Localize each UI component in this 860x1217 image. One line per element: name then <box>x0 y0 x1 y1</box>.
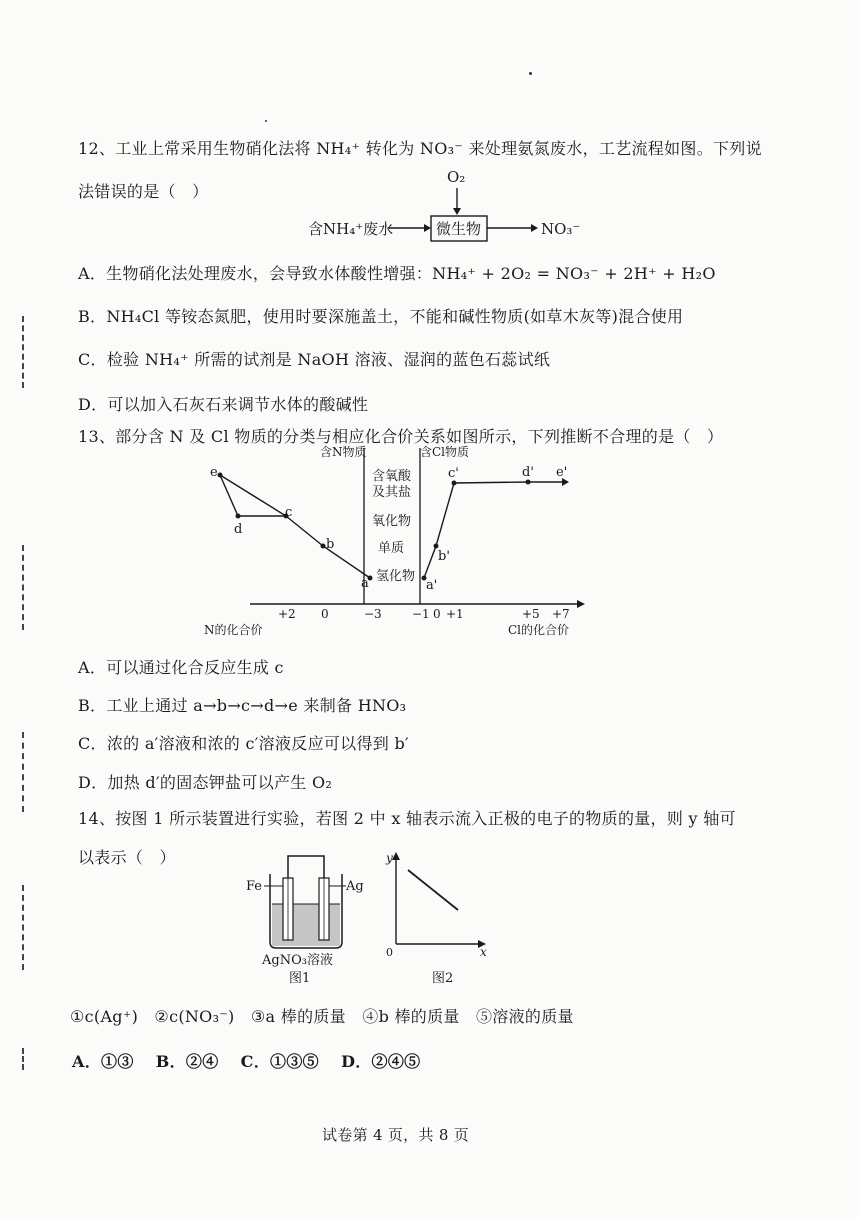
q13-valence-diagram <box>200 440 600 640</box>
q14-items: ①c(Ag⁺) ②c(NO₃⁻) ③a 棒的质量 ④b 棒的质量 ⑤溶液的质量 <box>70 1007 574 1026</box>
category-oxide: 氧化物 <box>372 514 412 529</box>
point-c: c <box>285 505 293 520</box>
flow-output-label: NO₃⁻ <box>541 220 580 238</box>
solution-label: AgNO₃溶液 <box>262 953 333 968</box>
q12-option-c: C．检验 NH₄⁺ 所需的试剂是 NaOH 溶液、湿润的蓝色石蕊试纸 <box>78 350 551 369</box>
point-b: b <box>326 537 335 552</box>
category-hydride: 氢化物 <box>376 569 416 584</box>
q12-option-d: D．可以加入石灰石来调节水体的酸碱性 <box>78 395 369 414</box>
cl-header: 含Cl物质 <box>420 445 470 459</box>
q12-stem-line2: 法错误的是（ ） <box>78 182 209 201</box>
page-footer: 试卷第 4 页，共 8 页 <box>322 1126 470 1144</box>
n-header: 含N物质 <box>320 445 367 459</box>
q14-figure-2-graph <box>382 848 492 988</box>
point-e-prime: e' <box>556 465 568 480</box>
decreasing-line <box>408 870 458 910</box>
ag-label: Ag <box>346 879 364 894</box>
category-oxoacid: 含氧酸 <box>372 469 412 484</box>
q13-option-b: B．工业上通过 a→b→c→d→e 来制备 HNO₃ <box>78 696 407 715</box>
x-axis-label: x <box>480 945 487 959</box>
q13-option-a: A．可以通过化合反应生成 c <box>78 658 284 677</box>
flow-box-label: 微生物 <box>436 220 482 238</box>
q14-stem-line2: 以表示（ ） <box>78 848 176 867</box>
n-axis-label: N的化合价 <box>204 623 263 637</box>
point-e: e <box>210 465 218 480</box>
point-d: d <box>234 522 243 537</box>
category-element: 单质 <box>378 541 405 556</box>
q13-option-c: C．浓的 a′溶液和浓的 c′溶液反应可以得到 b′ <box>78 734 409 753</box>
category-oxoacid-salt: 及其盐 <box>372 485 412 500</box>
q14-figure-1-cell <box>240 848 370 988</box>
q12-option-a: A．生物硝化法处理废水，会导致水体酸性增强：NH₄⁺ + 2O₂ = NO₃⁻ + 2H⁺ + H₂O <box>78 264 716 283</box>
fe-label: Fe <box>246 879 263 894</box>
q14-options: A．①③ B．②④ C．①③⑤ D．②④⑤ <box>72 1052 421 1071</box>
fig1-caption: 图1 <box>289 971 311 986</box>
q12-option-b: B．NH₄Cl 等铵态氮肥，使用时要深施盖土，不能和碱性物质(如草木灰等)混合使用 <box>78 307 684 326</box>
q13-stem: 13、部分含 N 及 Cl 物质的分类与相应化合价关系如图所示，下列推断不合理的是（ ） <box>78 427 724 446</box>
flow-o2-label: O₂ <box>447 168 466 186</box>
tick-n-0: 0 <box>321 607 329 621</box>
flow-input-label: 含NH₄⁺废水 <box>308 220 394 238</box>
point-a: a <box>361 576 369 591</box>
point-c-prime: c' <box>448 466 459 481</box>
point-d-prime: d' <box>522 465 534 480</box>
q12-stem-line1: 12、工业上常采用生物硝化法将 NH₄⁺ 转化为 NO₃⁻ 来处理氨氮废水，工艺流程如图。下列说 <box>78 139 762 158</box>
tick-cl-plus5: +5 <box>522 607 540 621</box>
fig2-caption: 图2 <box>432 971 454 986</box>
point-a-prime: a' <box>426 578 438 593</box>
tick-n-plus2: +2 <box>278 607 296 621</box>
q14-stem-line1: 14、按图 1 所示装置进行实验，若图 2 中 x 轴表示流入正极的电子的物质的量，则 y 轴可 <box>78 809 736 828</box>
q13-option-d: D．加热 d′的固态钾盐可以产生 O₂ <box>78 773 333 792</box>
q12-flow-diagram <box>300 162 580 242</box>
cl-axis-label: Cl的化合价 <box>508 623 570 637</box>
tick-cl-plus7: +7 <box>552 607 570 621</box>
point-b-prime: b' <box>438 549 450 564</box>
tick-cl-minus1: −1 <box>412 607 430 621</box>
y-axis-label: y <box>386 851 393 865</box>
tick-cl-0: 0 <box>433 607 441 621</box>
tick-cl-plus1: +1 <box>446 607 464 621</box>
origin-label: 0 <box>386 946 393 959</box>
tick-n-minus3: −3 <box>364 607 382 621</box>
